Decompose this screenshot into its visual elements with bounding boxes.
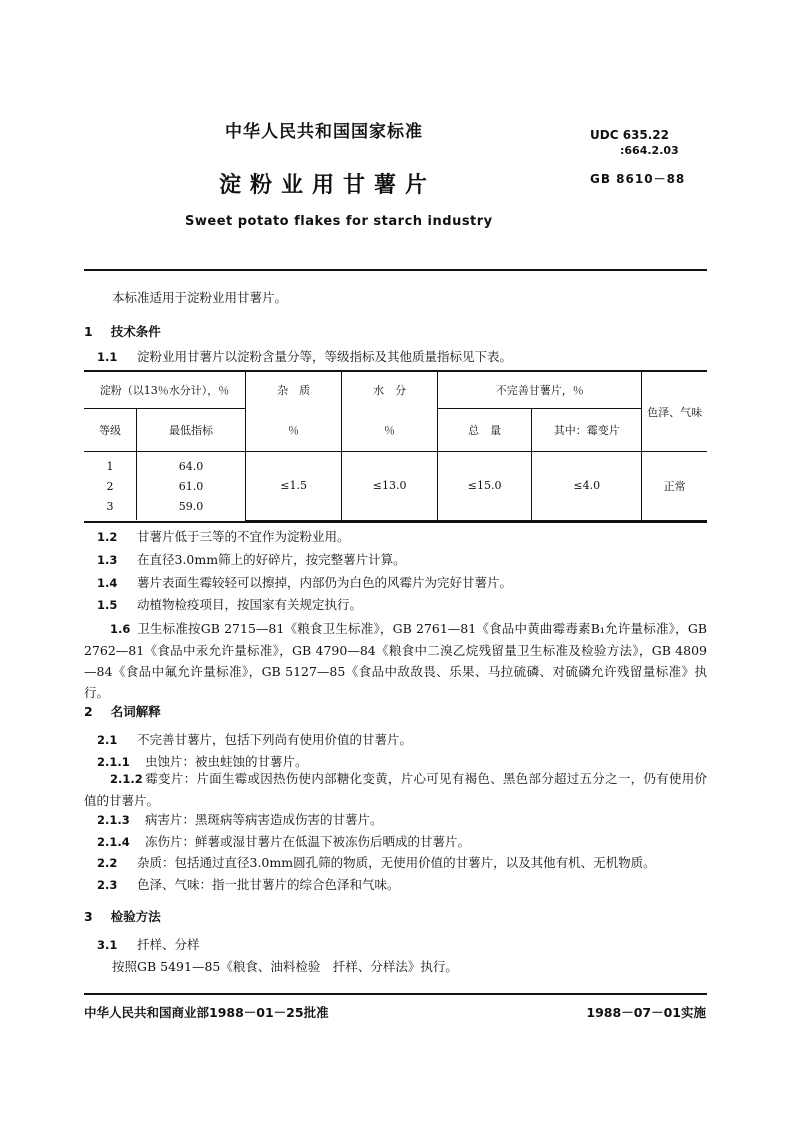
clause-2-1-3 (97, 811, 383, 829)
clause-number: 2.1.2 (110, 772, 143, 786)
clause-text: 色泽、气味：指一批甘薯片的综合色泽和气味。 (137, 877, 400, 892)
header-starch: 淀粉（以13％水分计），％ (84, 372, 246, 409)
clause-text: 虫蚀片：被虫蛀蚀的甘薯片。 (145, 754, 308, 769)
moisture-cell: ≤13.0 (342, 452, 438, 521)
page-title: 淀粉业用甘薯片 (219, 173, 437, 198)
clause-text: 动植物检疫项目，按国家有关规定执行。 (137, 597, 363, 612)
issuing-body: 中华人民共和国国家标准 (225, 122, 423, 142)
min-cell: 59.0 (137, 496, 246, 520)
clause-number: 2.3 (97, 878, 118, 892)
quality-table (84, 370, 707, 523)
clause-1-4 (97, 574, 512, 592)
clause-number: 3.1 (97, 938, 118, 952)
clause-2-1-4 (97, 833, 470, 851)
english-title: Sweet potato flakes for starch industry (185, 214, 493, 229)
clause-1-3 (97, 551, 406, 569)
clause-text: 甘薯片低于三等的不宜作为淀粉业用。 (137, 529, 350, 544)
clause-number: 1.5 (97, 598, 118, 612)
section-1-heading (84, 322, 161, 340)
grade-cell: 1 (84, 452, 137, 477)
clause-number: 1.6 (110, 622, 131, 636)
min-cell: 64.0 (137, 452, 246, 477)
clause-text: 不完善甘薯片，包括下列尚有使用价值的甘薯片。 (137, 732, 413, 747)
clause-number: 2.1.4 (97, 835, 130, 849)
header-grade: 等级 (84, 409, 137, 452)
scope-statement: 本标准适用于淀粉业用甘薯片。 (112, 290, 288, 305)
effective-date: 1988－07－01实施 (586, 1005, 706, 1020)
clause-1-2 (97, 528, 350, 546)
clause-number: 2.1.1 (97, 755, 130, 769)
udc-line-2: :664.2.03 (620, 144, 679, 157)
grade-cell: 2 (84, 476, 137, 496)
clause-2-3 (97, 876, 400, 894)
total-cell: ≤15.0 (438, 452, 532, 521)
section-title: 技术条件 (110, 324, 161, 339)
header-moisture-unit: ％ (342, 409, 438, 452)
udc-line-1: UDC 635.22 (590, 128, 669, 142)
clause-number: 1.4 (97, 576, 118, 590)
header-mold: 其中：霉变片 (532, 409, 642, 452)
grade-cell: 3 (84, 496, 137, 520)
header-divider (84, 269, 707, 271)
color-cell: 正常 (642, 452, 707, 521)
header-imperfect: 不完善甘薯片，％ (438, 372, 642, 409)
section-number: 1 (84, 324, 93, 339)
header-moisture: 水 分 (342, 372, 438, 409)
clause-1-6 (84, 603, 707, 703)
clause-text: 薯片表面生霉较轻可以擦掉，内部仍为白色的风霉片为完好甘薯片。 (137, 575, 513, 590)
clause-number: 2.1 (97, 733, 118, 747)
clause-number: 1.3 (97, 553, 118, 567)
section-title: 检验方法 (110, 909, 161, 924)
section-title: 名词解释 (110, 704, 161, 719)
impurity-cell: ≤1.5 (246, 452, 342, 521)
section-2-heading (84, 702, 161, 720)
header-min: 最低指标 (137, 409, 246, 452)
clause-number: 1.2 (97, 530, 118, 544)
clause-2-2 (97, 854, 656, 872)
header-total: 总 量 (438, 409, 532, 452)
min-cell: 61.0 (137, 476, 246, 496)
clause-text: 在直径3.0mm筛上的好碎片，按完整薯片计算。 (137, 552, 406, 567)
section-3-heading (84, 907, 161, 925)
approval-note: 中华人民共和国商业部1988－01－25批准 (84, 1005, 329, 1020)
clause-3-1-body: 按照GB 5491—85《粮食、油料检验 扦样、分样法》执行。 (112, 959, 458, 974)
clause-text: 冻伤片：鲜薯或湿甘薯片在低温下被冻伤后晒成的甘薯片。 (145, 834, 471, 849)
clause-text: 霉变片：片面生霉或因热伤使内部糖化变黄，片心可见有褐色、黑色部分超过五分之一，仍有使用价值的甘薯片。 (84, 771, 707, 808)
mold-cell: ≤4.0 (532, 452, 642, 521)
clause-1-1 (97, 348, 512, 366)
clause-text: 卫生标准按GB 2715—81《粮食卫生标准》，GB 2761—81《食品中黄曲霉毒素B₁允许量标准》，GB 2762—81《食品中汞允许量标准》，GB 4790—84《粮食中二溴乙烷残留量卫生标准及检验方法》，GB 4809—84《食品中氟允许量标准》，GB 5127—85《食品中敌敌畏、乐果、马拉硫磷、对硫磷允许残留量标准》执行。 (84, 621, 707, 700)
clause-2-1 (97, 731, 412, 749)
clause-number: 2.2 (97, 856, 118, 870)
clause-number: 1.1 (97, 350, 118, 364)
standard-number: GB 8610－88 (590, 172, 686, 186)
footer-divider (84, 993, 707, 995)
clause-2-1-2 (84, 768, 707, 811)
header-impurity-unit: ％ (246, 409, 342, 452)
clause-3-1 (97, 936, 200, 954)
header-impurity: 杂 质 (246, 372, 342, 409)
clause-text: 杂质：包括通过直径3.0mm圆孔筛的物质，无使用价值的甘薯片，以及其他有机、无机物质。 (137, 855, 656, 870)
header-color: 色泽、气味 (642, 372, 707, 452)
clause-text: 扦样、分样 (137, 937, 200, 952)
udc-code (590, 127, 679, 159)
clause-text: 病害片：黑斑病等病害造成伤害的甘薯片。 (145, 812, 383, 827)
clause-number: 2.1.3 (97, 813, 130, 827)
section-number: 2 (84, 704, 93, 719)
section-number: 3 (84, 909, 93, 924)
clause-text: 淀粉业用甘薯片以淀粉含量分等，等级指标及其他质量指标见下表。 (137, 349, 513, 364)
